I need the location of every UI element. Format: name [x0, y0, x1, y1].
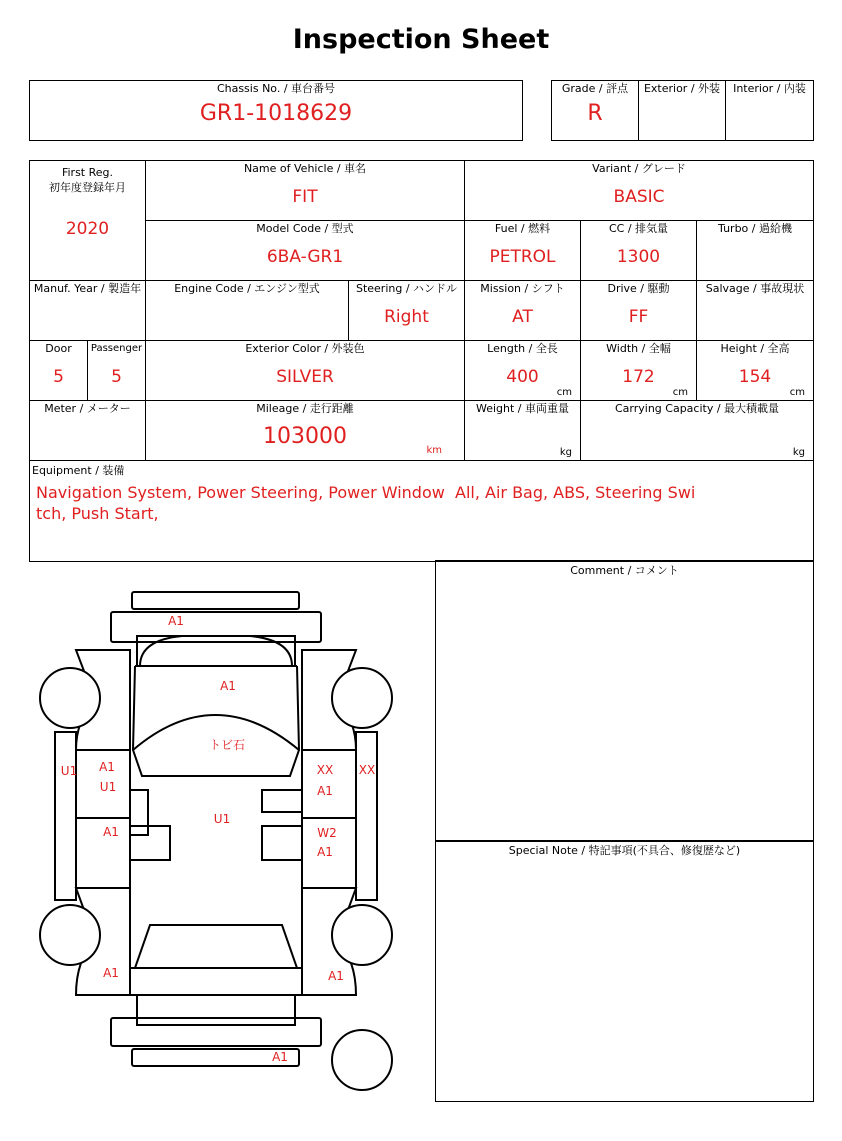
ext-color-label: Exterior Color / 外装色 — [245, 342, 365, 355]
rear-window — [135, 925, 297, 968]
length-label: Length / 全長 — [487, 342, 558, 355]
model-code-value: 6BA-GR1 — [266, 247, 344, 267]
steering-value: Right — [384, 307, 429, 327]
vehicle-name-label: Name of Vehicle / 車名 — [243, 162, 367, 175]
mission-label: Mission / シフト — [480, 282, 565, 295]
rear-panel — [137, 995, 295, 1025]
length-cell — [465, 341, 581, 401]
first-reg-label-jp: 初年度登録年月 — [49, 181, 126, 194]
mark-hood: A1 — [220, 679, 236, 693]
mission-cell — [465, 281, 581, 341]
mileage-cell — [146, 401, 465, 461]
height-label: Height / 全高 — [720, 342, 790, 355]
equipment-value — [30, 478, 813, 524]
drive-cell — [581, 281, 697, 341]
length-unit: cm — [556, 387, 572, 398]
right-front-wheel — [332, 668, 392, 728]
equipment-label: Equipment / 装備 — [32, 464, 125, 477]
height-value: 154 — [738, 367, 772, 387]
door-value: 5 — [53, 367, 64, 387]
mark-left-rear-fender: A1 — [103, 966, 119, 980]
mark-right-front-door-2: A1 — [317, 784, 333, 798]
mark-right-rear-door-2: A1 — [317, 845, 333, 859]
left-front-wheel — [40, 668, 100, 728]
width-label: Width / 全幅 — [606, 342, 671, 355]
weight-cell — [465, 401, 581, 461]
mark-right-front-door-1: XX — [316, 763, 334, 777]
capacity-unit: kg — [792, 447, 806, 458]
turbo-label: Turbo / 過給機 — [718, 222, 792, 235]
door-cell — [30, 341, 88, 401]
turbo-cell — [697, 221, 814, 281]
mark-front-bumper: A1 — [168, 614, 184, 628]
first-reg-cell — [30, 161, 146, 281]
right-rear-wheel — [332, 905, 392, 965]
car-damage-diagram — [0, 560, 435, 1100]
grade-cell — [552, 81, 639, 141]
front-bumper-bar — [132, 592, 299, 609]
length-value: 400 — [506, 367, 539, 387]
special-note-box — [435, 840, 814, 1102]
drive-label: Drive / 駆動 — [607, 282, 670, 295]
passenger-value: 5 — [111, 367, 122, 387]
engine-code-cell — [146, 281, 349, 341]
variant-value: BASIC — [613, 187, 665, 207]
mark-rear-bumper: A1 — [272, 1050, 288, 1064]
mark-roof: U1 — [213, 812, 231, 826]
chassis-table — [29, 80, 523, 141]
passenger-label: Passenger — [90, 343, 143, 354]
left-rear-wheel — [40, 905, 100, 965]
grade-label: Grade / 評点 — [561, 82, 629, 95]
width-unit: cm — [672, 387, 688, 398]
cc-value: 1300 — [616, 247, 661, 267]
equipment-box — [29, 460, 814, 562]
weight-unit: kg — [559, 447, 572, 458]
left-mirror-box — [130, 790, 148, 835]
cc-cell — [581, 221, 697, 281]
vehicle-name-cell — [146, 161, 465, 221]
height-cell — [697, 341, 814, 401]
manuf-year-label: Manuf. Year / 製造年 — [33, 282, 142, 295]
variant-cell — [465, 161, 814, 221]
mark-left-front-door-1: A1 — [99, 760, 115, 774]
chassis-value: GR1-1018629 — [199, 101, 353, 126]
capacity-cell — [581, 401, 814, 461]
page-title: Inspection Sheet — [292, 24, 550, 55]
front-bumper — [111, 612, 321, 642]
comment-box — [435, 560, 814, 842]
width-cell — [581, 341, 697, 401]
variant-label: Variant / グレード — [592, 162, 686, 175]
first-reg-label-en: First Reg. — [61, 166, 114, 179]
salvage-label: Salvage / 事故現状 — [705, 282, 805, 295]
exterior-cell — [639, 81, 726, 141]
mission-value: AT — [512, 307, 533, 327]
grade-table — [551, 80, 814, 141]
special-note-label: Special Note / 特記事項(不具合、修復歴など) — [508, 844, 741, 857]
width-value: 172 — [622, 367, 655, 387]
mileage-label: Mileage / 走行距離 — [256, 402, 354, 415]
engine-code-label: Engine Code / エンジン型式 — [174, 282, 320, 295]
mark-left-front-door-2: U1 — [99, 780, 117, 794]
trunk — [130, 968, 302, 995]
salvage-cell — [697, 281, 814, 341]
vehicle-name-value: FIT — [292, 187, 318, 207]
steering-cell — [349, 281, 465, 341]
height-unit: cm — [789, 387, 806, 398]
cc-label: CC / 排気量 — [608, 222, 669, 235]
spare-wheel — [332, 1030, 392, 1090]
equipment-line-2: tch, Push Start, — [36, 504, 159, 523]
fuel-label: Fuel / 燃料 — [494, 222, 551, 235]
weight-label: Weight / 車両重量 — [475, 402, 570, 415]
right-mirror-box — [262, 790, 302, 812]
ext-color-value: SILVER — [276, 367, 334, 387]
fuel-value: PETROL — [489, 247, 556, 267]
passenger-cell — [88, 341, 146, 401]
interior-cell — [726, 81, 814, 141]
mark-right-rocker: XX — [358, 763, 376, 777]
fuel-cell — [465, 221, 581, 281]
model-code-cell — [146, 221, 465, 281]
first-reg-value: 2020 — [65, 219, 110, 239]
door-label: Door — [45, 342, 72, 355]
mark-left-rocker: U1 — [60, 764, 78, 778]
meter-cell — [30, 401, 146, 461]
manuf-year-cell — [30, 281, 146, 341]
mark-left-rear-door: A1 — [103, 825, 119, 839]
grade-value: R — [587, 101, 603, 126]
comment-label: Comment / コメント — [570, 564, 679, 577]
chassis-label: Chassis No. / 車台番号 — [216, 82, 336, 95]
steering-label: Steering / ハンドル — [355, 282, 458, 295]
mark-windshield: トビ石 — [208, 738, 246, 752]
exterior-label: Exterior / 外装 — [643, 82, 721, 95]
mileage-unit: km — [426, 445, 442, 456]
drive-value: FF — [628, 307, 649, 327]
meter-label: Meter / メーター — [44, 402, 131, 415]
equipment-line-1: Navigation System, Power Steering, Power Window All, Air Bag, ABS, Steering Swi — [36, 483, 696, 502]
interior-label: Interior / 内装 — [733, 82, 806, 95]
right-rocker — [356, 732, 377, 900]
mileage-value: 103000 — [263, 424, 347, 449]
capacity-label: Carrying Capacity / 最大積載量 — [614, 402, 780, 415]
left-rocker — [55, 732, 76, 900]
chassis-cell — [30, 81, 523, 141]
mark-right-rear-door-1: W2 — [317, 826, 337, 840]
spec-table — [29, 160, 814, 461]
rear-bumper — [111, 1018, 321, 1046]
mark-right-rear-fender: A1 — [328, 969, 344, 983]
model-code-label: Model Code / 型式 — [256, 222, 354, 235]
ext-color-cell — [146, 341, 465, 401]
